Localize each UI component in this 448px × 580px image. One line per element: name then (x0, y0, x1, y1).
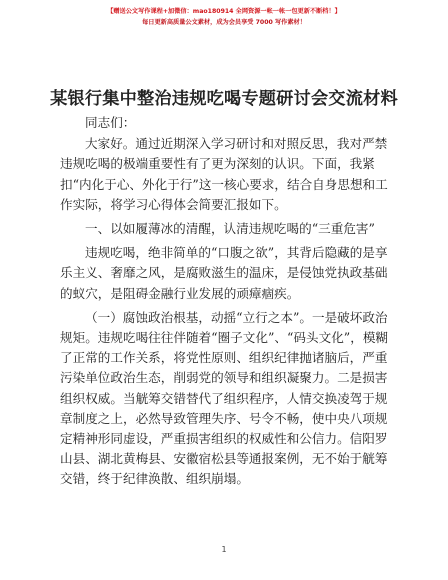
banner-line-2: 每日更新高质量公文素材，成为会员享受 7000 写作素材！ (142, 19, 306, 26)
section-heading-1: 一、以如履薄冰的清醒，认清违规吃喝的“三重危害” (85, 221, 375, 237)
salutation: 同志们： (85, 115, 136, 130)
paragraph-hazards: 违规吃喝，绝非简单的“口腹之欲”，其背后隐藏的是享乐主义、奢靡之风，是腐败滋生的温床，是侵蚀党执政基础的蚁穴，是阻碍金融行业发展的顽瘴痼疾。 (60, 245, 388, 301)
document-title: 某银行集中整治违规吃喝专题研讨会交流材料 (50, 89, 398, 109)
paragraph-political-root: （一）腐蚀政治根基，动摇“立行之本”。一是破坏政治规矩。违规吃喝往往伴随着“圈子文化”、“码头文化”，模糊了正常的工作关系，将党性原则、组织纪律抛诸脑后，严重污染单位政治生态，削弱党的领导和组织凝聚力。二是损害组织权威。当觥筹交错替代了组织程序，人情交换凌驾于规章制度之上，必然导致管理失序、号令不畅，使中央八项规定精神形同虚设，严重损害组织的权威性和公信力。信阳罗山县、湖北黄梅县、安徽宿松县等通报案例，无不始于觥筹交错，终于纪律涣散、组织崩塌。 (60, 309, 389, 487)
paragraph-intro: 大家好。通过近期深入学习研讨和对照反思，我对严禁违规吃喝的极端重要性有了更为深刻的认识。下面，我紧扣“内化于心、外化于行”这一核心要求，结合自身思想和工作实际，将学习心得体会简要汇报如下。 (60, 136, 388, 212)
document-body (60, 110, 396, 490)
promo-banner (0, 6, 448, 28)
banner-line-1: 【赠送公文写作课程+加微信：mao180914 全网资源一帐一帐一包更新不断档！】 (107, 8, 341, 15)
page-number: 1 (221, 545, 227, 554)
